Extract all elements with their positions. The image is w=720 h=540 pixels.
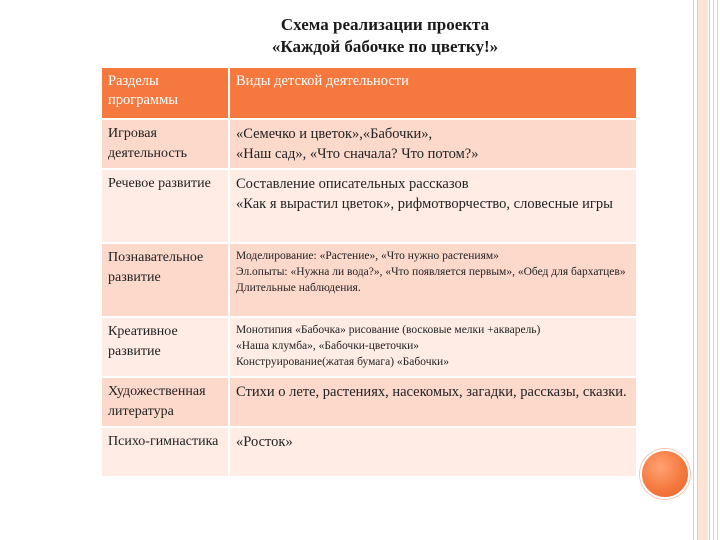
- activities-cell: [229, 427, 637, 477]
- table-row: [101, 243, 637, 317]
- title-line-1: Схема реализации проекта: [280, 15, 490, 34]
- activities-cell: [229, 377, 637, 427]
- activity-text: Конструирование(жатая бумага) «Бабочки»: [236, 356, 449, 368]
- activities-cell: [229, 243, 637, 317]
- header-activities: Виды детской деятельности: [229, 67, 637, 119]
- section-cell: Познавательное развитие: [101, 243, 229, 317]
- table-row: [101, 377, 637, 427]
- activities-cell: [229, 119, 637, 169]
- table-row: [101, 169, 637, 243]
- activity-text: Эл.опыты: «Нужна ли вода?», «Что появляется первым», «Обед для бархатцев»: [236, 266, 626, 278]
- activities-cell: [229, 169, 637, 243]
- slide-title: [160, 14, 610, 58]
- section-cell: Креативное развитие: [101, 317, 229, 377]
- activity-text: Моделирование: «Растение», «Что нужно растениям»: [236, 250, 499, 262]
- section-cell: Речевое развитие: [101, 169, 229, 243]
- section-cell: Художественная литература: [101, 377, 229, 427]
- activity-text: «Наша клумба», «Бабочки-цветочки»: [236, 340, 419, 352]
- header-sections: Разделы программы: [101, 67, 229, 119]
- activity-text: «Наш сад», «Что сначала? Что потом?»: [236, 146, 479, 162]
- activity-text: «Как я вырастил цветок», рифмотворчество, словесные игры: [236, 196, 613, 212]
- activity-text: Монотипия «Бабочка» рисование (восковые мелки +акварель): [236, 324, 541, 336]
- decorative-side-stripes: [690, 0, 720, 540]
- activity-text: «Росток»: [236, 434, 293, 450]
- project-scheme-table: [100, 66, 638, 478]
- table-row: [101, 119, 637, 169]
- table-row: [101, 317, 637, 377]
- activity-text: Стихи о лете, растениях, насекомых, загадки, рассказы, сказки.: [236, 384, 627, 400]
- decorative-orange-circle: [640, 449, 690, 499]
- section-cell: Психо-гимнастика: [101, 427, 229, 477]
- activity-text: Составление описательных рассказов: [236, 176, 469, 192]
- activity-text: Длительные наблюдения.: [236, 282, 361, 294]
- table-row: [101, 427, 637, 477]
- section-cell: Игровая деятельность: [101, 119, 229, 169]
- activity-text: «Семечко и цветок»,«Бабочки»,: [236, 126, 433, 142]
- table-header-row: [101, 67, 637, 119]
- activities-cell: [229, 317, 637, 377]
- title-line-2: «Каждой бабочке по цветку!»: [271, 37, 499, 56]
